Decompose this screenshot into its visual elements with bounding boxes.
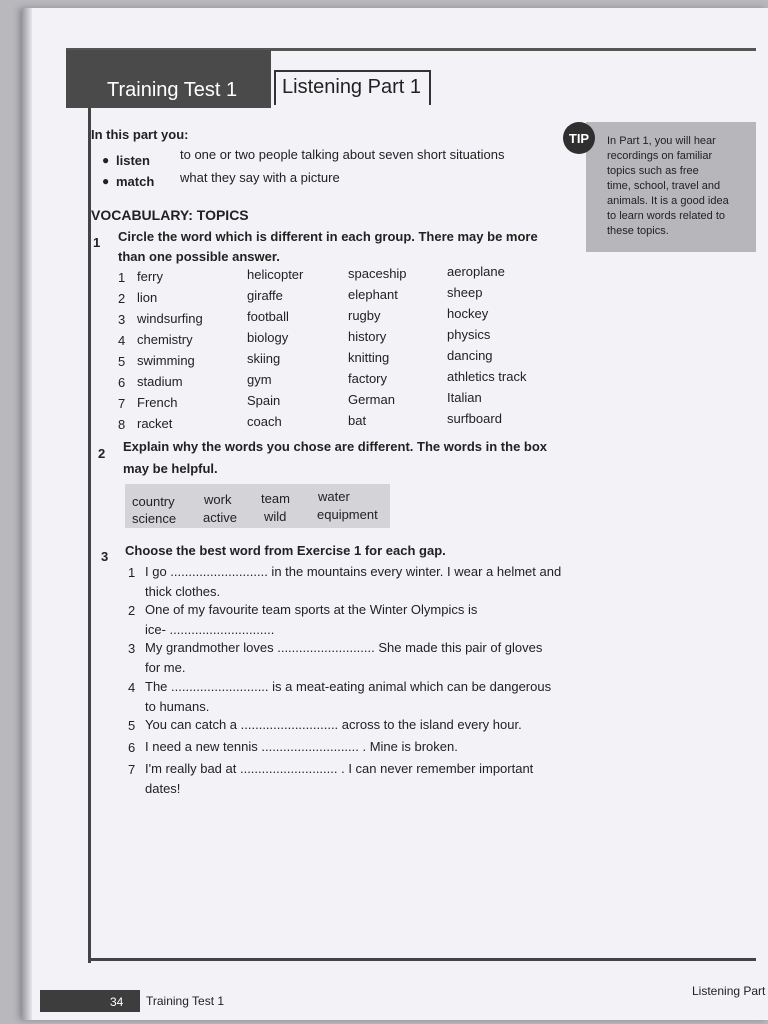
- vocab-word: aeroplane: [447, 264, 505, 279]
- gap-sentence-continued: ice- .............................: [145, 622, 275, 637]
- vocab-word: knitting: [348, 349, 390, 365]
- tip-line: animals. It is a good idea: [607, 195, 729, 207]
- box-word: science: [132, 511, 177, 526]
- bullet-icon: ●: [102, 153, 110, 167]
- vocab-word: elephant: [348, 286, 398, 302]
- ex2-instruction: Explain why the words you chose are different. The words in the box: [123, 439, 548, 454]
- vocab-word: stadium: [137, 373, 183, 389]
- vocab-word: coach: [247, 414, 282, 429]
- gap-sentence-continued: for me.: [145, 660, 186, 675]
- item-number: 6: [128, 740, 136, 755]
- ex1-instruction: than one possible answer.: [118, 249, 280, 264]
- box-word: active: [203, 510, 237, 525]
- gap-sentence: One of my favourite team sports at the Winter Olympics is: [145, 602, 478, 617]
- tip-line: recordings on familiar: [607, 150, 713, 162]
- item-number: 7: [118, 396, 126, 411]
- vocab-word: Italian: [447, 390, 482, 405]
- gap-sentence: I'm really bad at ........................... . I can never remember important: [145, 761, 534, 776]
- page-number: 34: [110, 995, 124, 1009]
- item-number: 1: [128, 565, 136, 580]
- page-title: Training Test 1: [107, 79, 238, 101]
- tip-line: these topics.: [607, 225, 669, 237]
- vocab-word: swimming: [137, 352, 195, 368]
- gap-sentence: I need a new tennis ........................... . Mine is broken.: [145, 739, 458, 754]
- tip-line: to learn words related to: [607, 210, 726, 222]
- vocab-word: hockey: [447, 306, 489, 321]
- item-number: 2: [128, 603, 136, 618]
- item-number: 2: [118, 291, 126, 306]
- vocab-word: rugby: [348, 307, 381, 323]
- vocab-word: racket: [137, 415, 173, 431]
- item-number: 5: [128, 718, 136, 733]
- box-word: team: [261, 491, 290, 506]
- exercise-number: 2: [98, 446, 106, 461]
- box-word: work: [204, 492, 232, 507]
- tip-line: In Part 1, you will hear: [607, 135, 716, 147]
- vocab-word: biology: [247, 330, 289, 345]
- vocab-word: dancing: [447, 348, 493, 363]
- vocab-word: chemistry: [137, 331, 193, 347]
- item-number: 5: [118, 354, 126, 369]
- item-number: 4: [118, 333, 126, 348]
- vocab-word: gym: [247, 372, 272, 387]
- footer-left-label: Training Test 1: [146, 994, 225, 1008]
- intro-heading: In this part you:: [91, 127, 189, 142]
- vocab-word: skiing: [247, 351, 281, 366]
- box-word: water: [318, 489, 350, 504]
- frame-bottom-line: [88, 958, 756, 961]
- box-word: equipment: [317, 507, 378, 522]
- gap-sentence: My grandmother loves ........................... She made this pair of gloves: [145, 640, 543, 655]
- vocab-word: athletics track: [447, 369, 527, 384]
- box-word: wild: [264, 509, 287, 524]
- item-number: 6: [118, 375, 126, 390]
- item-number: 1: [118, 270, 126, 285]
- vocab-word: lion: [137, 289, 158, 305]
- box-word: country: [132, 494, 175, 509]
- gap-sentence-continued: thick clothes.: [145, 584, 221, 599]
- gap-sentence: The ........................... is a meat-eating animal which can be dangerous: [145, 679, 552, 694]
- vocab-word: bat: [348, 412, 367, 428]
- vocab-word: windsurfing: [137, 310, 203, 326]
- tip-line: topics such as free: [607, 165, 699, 177]
- vocab-word: sheep: [447, 285, 483, 300]
- ex2-instruction: may be helpful.: [123, 461, 218, 476]
- section-title: Listening Part 1: [274, 70, 431, 105]
- item-number: 3: [118, 312, 126, 327]
- vocab-word: physics: [447, 327, 491, 342]
- vocab-word: French: [137, 394, 178, 410]
- bullet-icon: ●: [102, 174, 110, 188]
- item-number: 4: [128, 680, 136, 695]
- frame-left-line: [88, 108, 91, 963]
- vocab-word: ferry: [137, 268, 163, 284]
- gap-sentence-continued: to humans.: [145, 699, 210, 714]
- tip-line: time, school, travel and: [607, 180, 721, 192]
- intro-term: match: [116, 174, 155, 189]
- tip-badge: TIP: [563, 122, 595, 154]
- ex3-instruction: Choose the best word from Exercise 1 for each gap.: [125, 543, 446, 558]
- gap-sentence: I go ........................... in the mountains every winter. I wear a helmet and: [145, 564, 562, 579]
- vocab-word: German: [348, 391, 395, 407]
- footer-bar: [40, 990, 140, 1012]
- page-spine: [22, 8, 32, 1020]
- vocab-word: spaceship: [348, 265, 407, 281]
- vocab-heading: VOCABULARY: TOPICS: [91, 207, 249, 223]
- vocab-word: giraffe: [247, 288, 283, 303]
- intro-term: listen: [116, 153, 150, 168]
- footer-right-label: Listening Part: [692, 984, 766, 998]
- exercise-number: 1: [93, 235, 101, 250]
- intro-text: to one or two people talking about seven short situations: [180, 147, 505, 162]
- vocab-word: helicopter: [247, 267, 304, 282]
- vocab-word: factory: [348, 370, 388, 386]
- vocab-word: football: [247, 309, 289, 324]
- item-number: 8: [118, 417, 126, 432]
- intro-text: what they say with a picture: [180, 170, 340, 185]
- item-number: 3: [128, 641, 136, 656]
- item-number: 7: [128, 762, 136, 777]
- vocab-word: Spain: [247, 393, 281, 408]
- ex1-instruction: Circle the word which is different in each group. There may be more: [118, 229, 538, 244]
- vocab-word: surfboard: [447, 411, 502, 426]
- gap-sentence: You can catch a ........................... across to the island every hour.: [145, 717, 522, 732]
- vocab-word: history: [348, 328, 387, 344]
- exercise-number: 3: [101, 549, 109, 564]
- gap-sentence-continued: dates!: [145, 781, 181, 796]
